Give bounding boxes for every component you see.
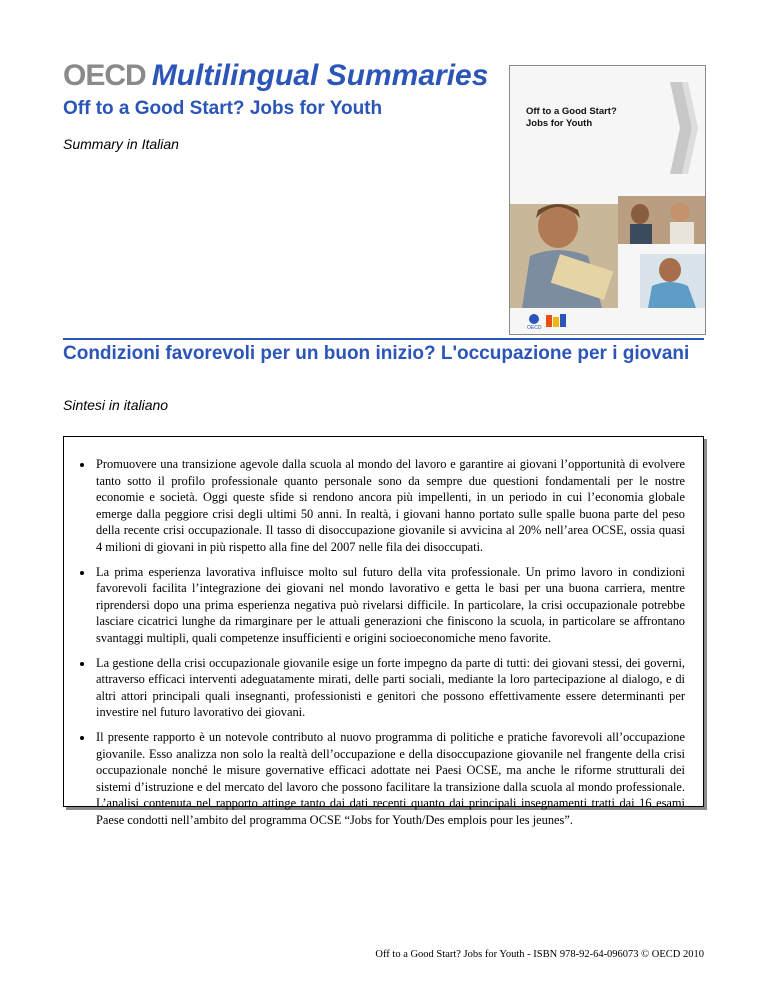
logo-oecd-text: OECD [63,59,146,92]
cover-title [526,106,617,130]
footer-citation: Off to a Good Start? Jobs for Youth - ISBN 978-92-64-096073 © OECD 2010 [375,949,704,960]
chevron-decoration-icon [668,78,700,178]
summary-paragraph: • La gestione della crisi occupazionale giovanile esige un forte impegno da parte di tutti: dei giovani stessi, dei governi, attraverso efficaci interventi adeguatamente mirati, delle parti sociali, mediante la loro partecipazione al dialogo, e di altri attori principali quali insegnanti, professionisti e genitori che possono effettivamente essere determinanti per investire nel futuro lavorativo dei giovani. [94,655,685,721]
summary-list [76,456,685,828]
document-title: Off to a Good Start? Jobs for Youth [63,98,383,119]
logo-multilingual-text: Multilingual Summaries [151,59,489,92]
summary-box [63,436,704,827]
document-subtitle: Summary in Italian [63,136,179,152]
cover-title-line-2: Jobs for Youth [526,118,593,129]
svg-text:OECD: OECD [527,325,542,330]
summary-paragraph: • La prima esperienza lavorativa influisce molto sul futuro della vita professionale. Un primo lavoro in condizioni favorevoli facilita l’integrazione dei giovani nel mondo lavorativo e getta le basi per una buona carriera, mentre riprendersi dopo una prima esperienza negativa può rivelarsi difficile. In particolare, la crisi occupazionale potrebbe lasciare cicatrici lunghe da rimarginare per le attuali generazioni che finiscono la scuola, in particolare se affrontano svantaggi multipli, quali competenze insufficienti e origini socioeconomiche meno favorite. [94,564,685,647]
section-title: Condizioni favorevoli per un buon inizio? L'occupazione per i giovani [63,343,690,364]
section-divider [63,338,704,340]
book-cover [509,65,706,335]
oecd-cover-logo-icon [526,312,570,330]
summary-paragraph: • Il presente rapporto è un notevole contributo al nuovo programma di politiche e pratiche favorevoli all’occupazione giovanile. Esso analizza non solo la realtà dell’occupazione e della disoccupazione giovanile nel frangente della crisi occupazionale nonché le misure governative efficaci adottate nei Paesi OCSE, ma anche le riforme strutturali dei sistemi d’istruzione e del mercato del lavoro che possono facilitare la transizione dalla scuola al mondo professionale. L’analisi contenuta nel rapporto attinge tanto dai dati recenti quanto dai principali insegnamenti tratti dai 16 esami Paese condotti nell’ambito del programma OCSE “Jobs for Youth/Des emplois pour les jeunes”. [94,729,685,829]
cover-title-line-1: Off to a Good Start? [526,106,617,117]
summary-paragraph: • Promuovere una transizione agevole dalla scuola al mondo del lavoro e garantire ai giovani l’opportunità di evolvere tanto sotto il profilo professionale quanto personale sono da sempre due questioni fondamentali per le nostre economie e società. Oggi queste sfide si rendono ancora più impellenti, in un periodo in cui l’economia globale emerge dalla peggiore crisi degli ultimi 50 anni. In realtà, i giovani hanno portato sulle spalle buona parte del peso della recente crisi occupazionale. Il tasso di disoccupazione giovanile si avvicina al 20% nell’area OCSE, ossia quasi 4 milioni di giovani in più rispetto alla fine del 2007 nelle fila dei disoccupati. [94,456,685,556]
section-subtitle: Sintesi in italiano [63,397,169,413]
oecd-multilingual-logo [63,58,488,94]
cover-photo-collage [510,196,705,308]
